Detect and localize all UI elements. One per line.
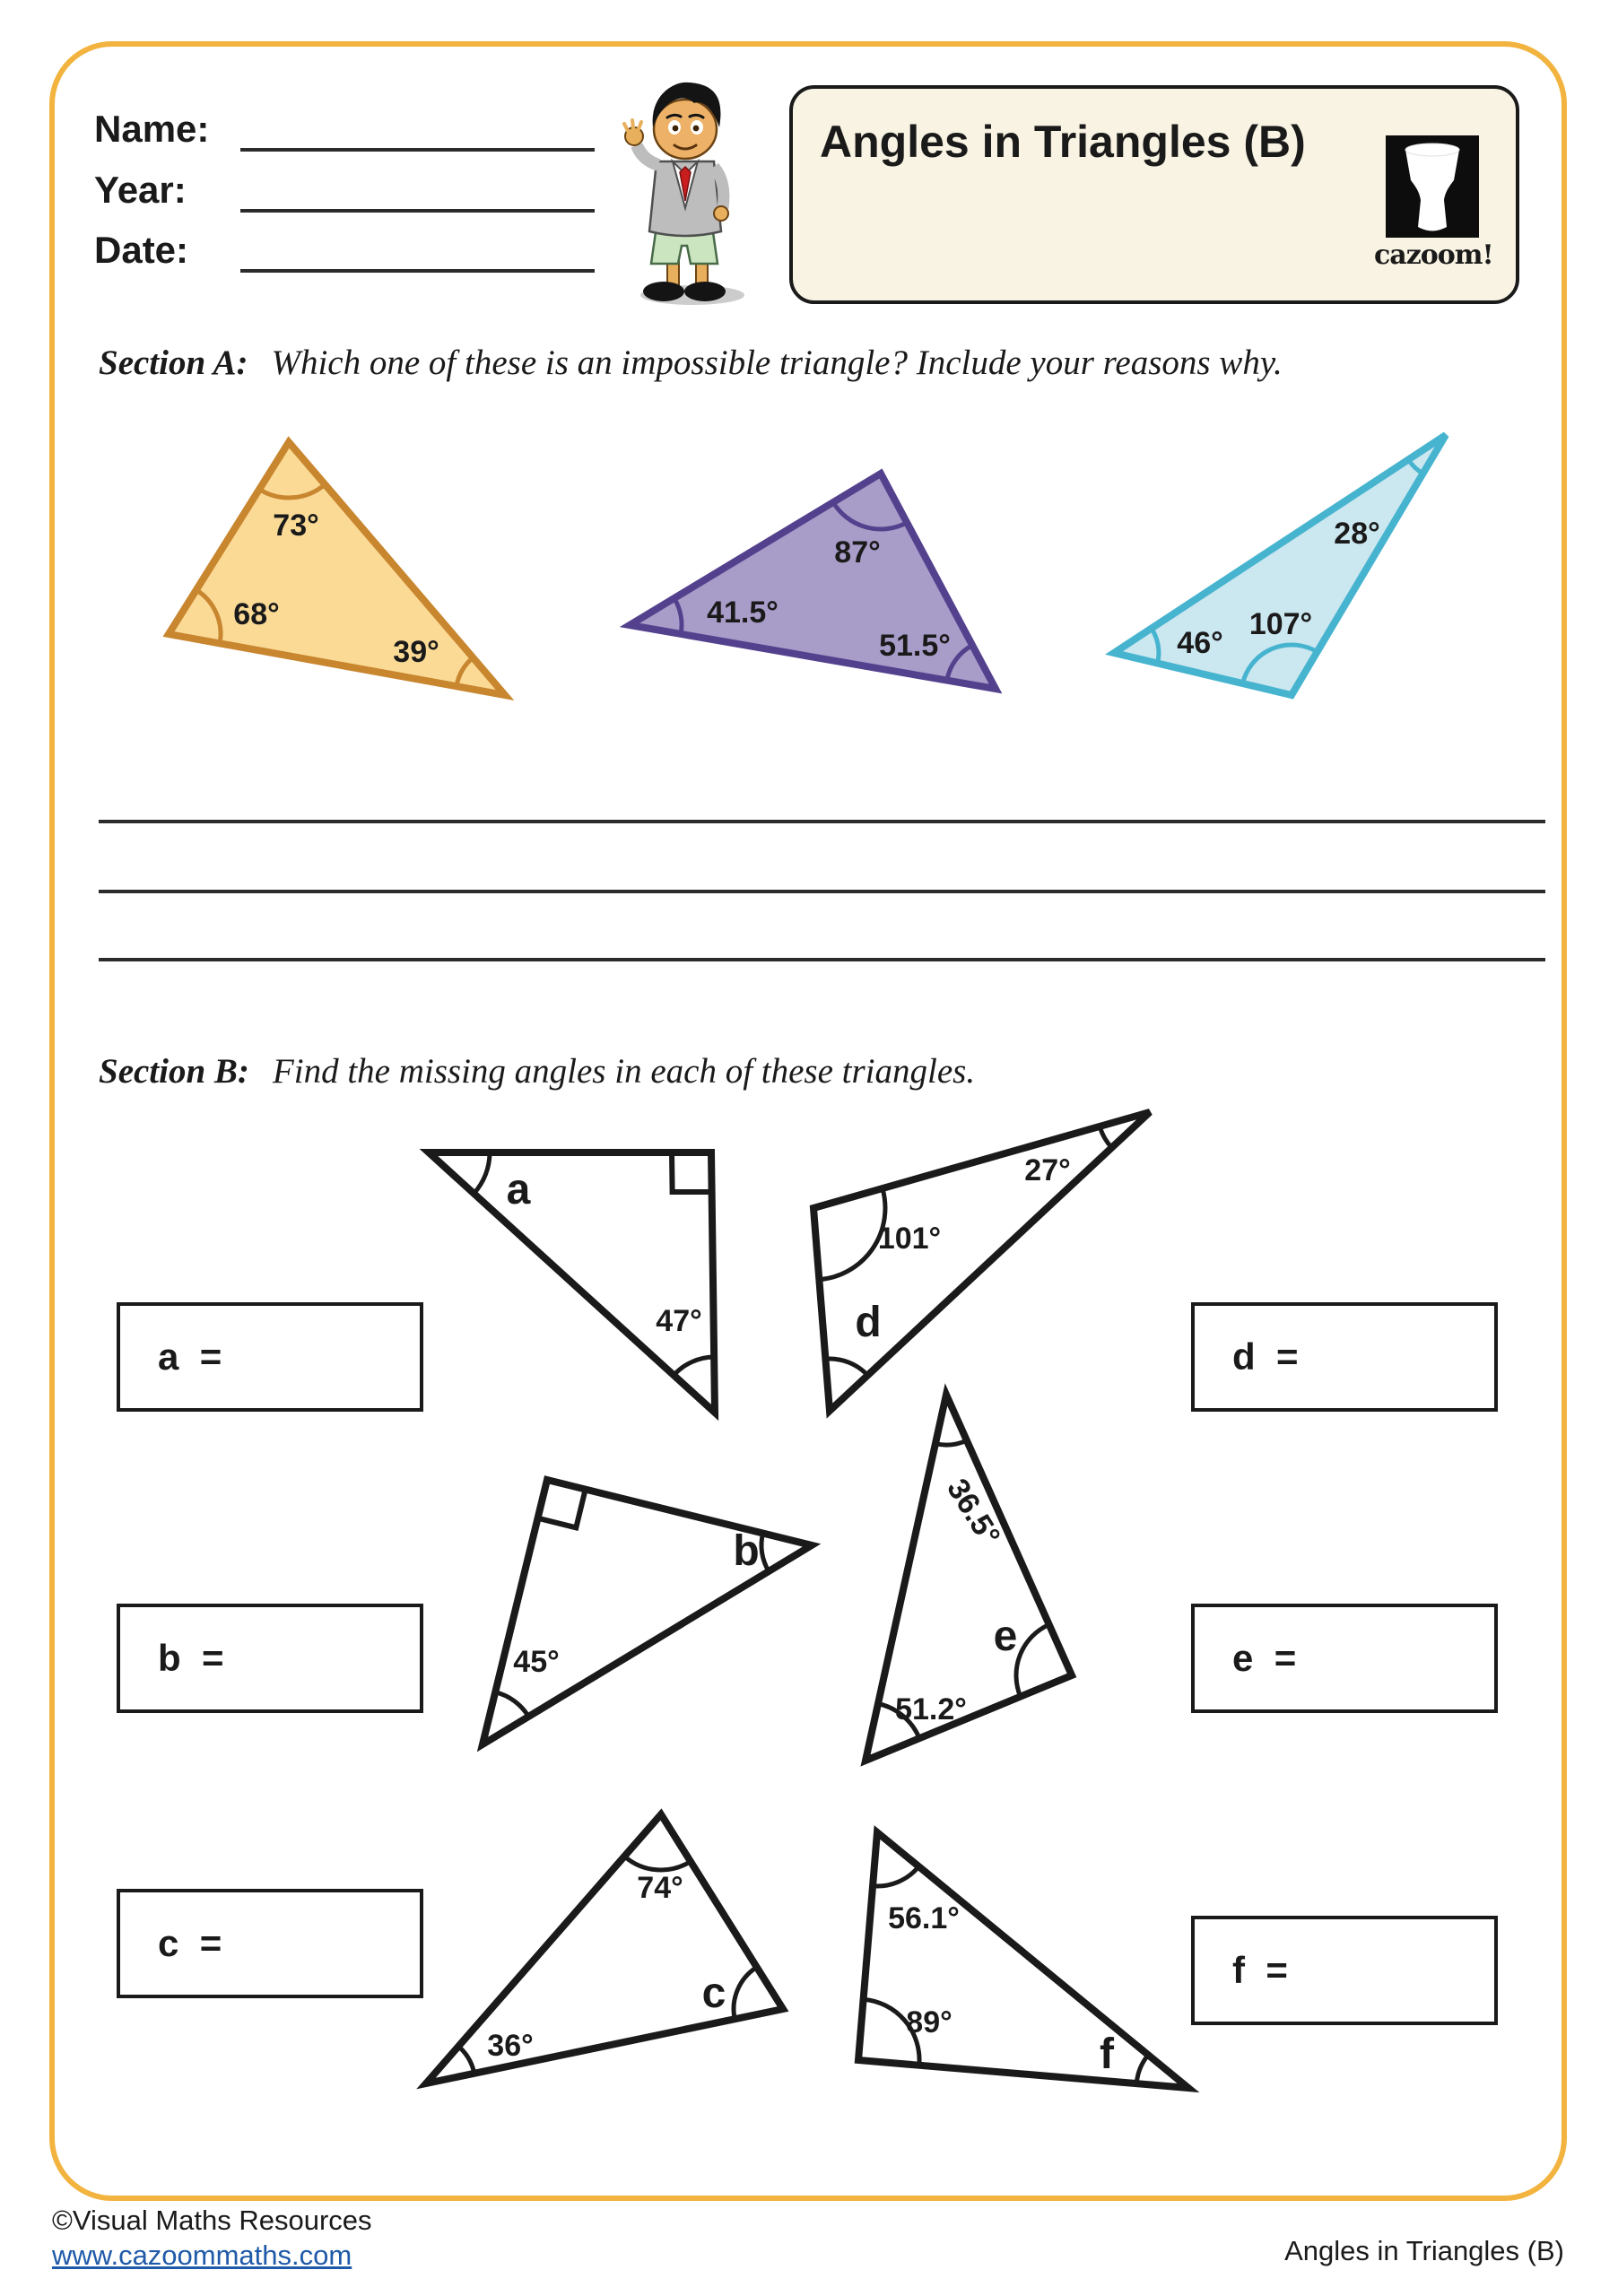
triangle-c [426,1814,783,2083]
angle-label: 89° [906,2005,953,2039]
cazoom-logo-text: cazoom! [1374,239,1493,271]
footer-website-link[interactable]: www.cazoommaths.com [52,2239,352,2271]
orange-triangle-shape [169,442,505,695]
answer-label-a: a = [158,1335,222,1378]
triangle-c-shape [426,1814,783,2083]
angle-label: 45° [513,1645,560,1679]
angle-label: 39° [393,635,439,669]
answer-box-a [117,1302,423,1412]
blue-triangle [1114,435,1446,695]
angle-label: 51.2° [895,1692,967,1726]
section-a-label: Section A: [99,344,248,382]
answer-box-e [1191,1604,1498,1713]
triangle-d [813,1112,1150,1411]
angle-label: e [993,1613,1018,1660]
angle-label: 47° [656,1304,702,1338]
answer-box-b [117,1604,423,1713]
angle-label: 101° [877,1222,942,1256]
worksheet-title: Angles in Triangles (B) [820,117,1306,167]
blue-triangle-shape [1114,435,1446,695]
angle-label: 107° [1248,607,1313,641]
angle-label: 68° [233,597,280,631]
angle-label: 36.5° [940,1473,1007,1552]
triangle-a [429,1152,715,1413]
angle-label: 87° [834,535,881,570]
section-b-prompt: Find the missing angles in each of these triangles. [272,1052,976,1091]
angle-label: 27° [1024,1153,1071,1187]
angle-label: 51.5° [879,629,951,663]
triangle-b-shape [483,1480,812,1744]
answer-label-d: d = [1232,1335,1299,1378]
angle-label: 56.1° [888,1901,960,1935]
answer-label-b: b = [158,1637,224,1679]
year-label: Year: [94,169,187,211]
angle-label: b [733,1527,760,1575]
answer-box-d [1191,1302,1498,1412]
footer-doc-title: Angles in Triangles (B) [1284,2235,1564,2266]
angle-label: 36° [487,2029,534,2063]
date-label: Date: [94,229,189,271]
angle-label: 73° [273,509,319,543]
answer-label-f: f = [1232,1949,1288,1991]
answer-box-f [1191,1916,1498,2025]
name-label: Name: [94,108,210,150]
angle-label: f [1100,2031,1114,2078]
angle-label: 46° [1177,626,1223,660]
purple-triangle [630,474,996,689]
section-a-prompt: Which one of these is an impossible triangle? Include your reasons why. [271,344,1283,382]
answer-label-c: c = [158,1922,222,1964]
triangle-b [483,1480,812,1744]
angle-label: 74° [637,1871,683,1905]
angle-label: 41.5° [707,596,779,630]
triangle-f-shape [858,1832,1188,2088]
angle-label: 28° [1334,517,1380,551]
angle-label: a [506,1166,531,1213]
angle-label: d [855,1299,882,1346]
triangle-f [858,1832,1188,2088]
answer-box-c [117,1889,423,1998]
answer-label-e: e = [1232,1637,1297,1679]
angle-label: c [701,1970,726,2017]
orange-triangle [169,442,505,695]
section-b-label: Section B: [99,1052,249,1091]
triangle-e [866,1395,1072,1761]
footer-copyright: ©Visual Maths Resources [52,2205,372,2236]
